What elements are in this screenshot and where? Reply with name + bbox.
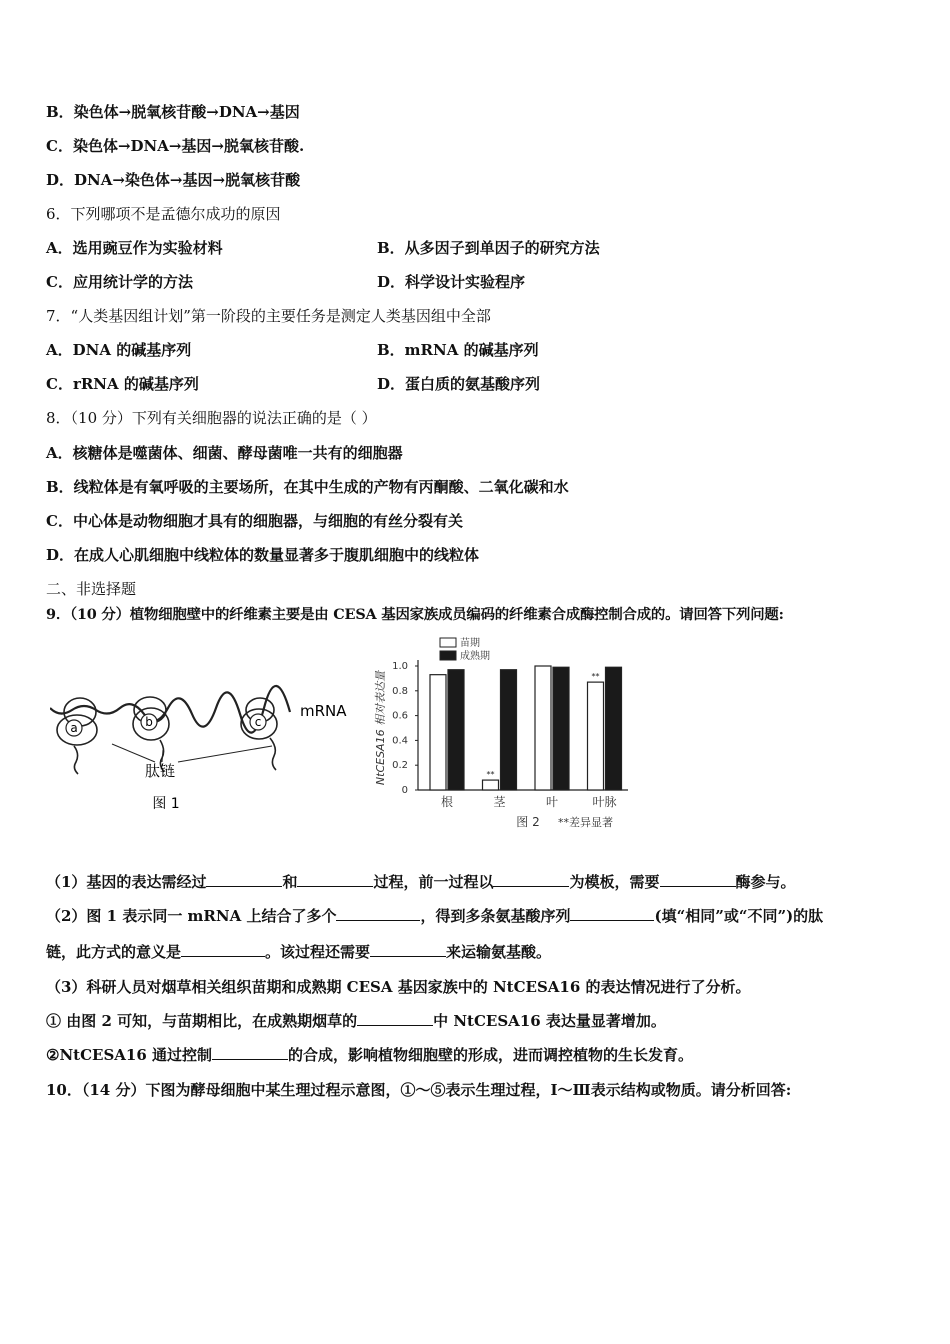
x-tick-label: 叶 (545, 795, 559, 809)
mrna-label: mRNA (300, 702, 347, 720)
q8-stem: 8．（10 分）下列有关细胞器的说法正确的是（ ） (46, 409, 377, 427)
answer-blank[interactable] (206, 872, 282, 887)
q9-part3-1 (46, 1011, 666, 1031)
q6-stem: 6．下列哪项不是孟德尔成功的原因 (46, 205, 281, 223)
y-tick-label: 0 (401, 785, 408, 796)
q6-option-a: A．选用豌豆作为实验材料 (46, 239, 223, 257)
q9-part2b (46, 942, 551, 962)
figure-1-caption: 图 1 (152, 796, 180, 812)
y-tick-label: 0.6 (392, 710, 408, 722)
q9-part2b-text-1: 链，此方式的意义是 (46, 943, 182, 961)
q9-stem (46, 605, 784, 625)
q7-option-c: C．rRNA 的碱基序列 (46, 375, 199, 393)
q9-part2b-text-2: 。该过程还需要 (265, 943, 371, 961)
q5-option-d: D．DNA→染色体→基因→脱氧核苷酸 (46, 171, 301, 189)
x-tick-label: 茎 (493, 795, 506, 809)
answer-blank[interactable] (660, 872, 736, 887)
q7-option-d: D．蛋白质的氨基酸序列 (377, 375, 541, 393)
q9-part1-text-3: 过程，前一过程以 (373, 873, 494, 891)
q9-part1-text-5: 酶参与。 (735, 873, 796, 891)
bar-苗期-根 (430, 675, 446, 790)
q6-option-b: B．从多因子到单因子的研究方法 (377, 239, 600, 257)
q6-option-d: D．科学设计实验程序 (377, 273, 526, 291)
answer-blank[interactable] (570, 906, 654, 921)
x-tick-label: 根 (440, 795, 454, 809)
q5-option-b: B．染色体→脱氧核苷酸→DNA→基因 (46, 103, 300, 121)
bar-成熟期-茎 (501, 670, 517, 790)
pointer-c (178, 746, 272, 762)
q9-part3-2-text-2: 的合成，影响植物细胞壁的形成，进而调控植物的生长发育。 (288, 1046, 694, 1064)
q9-part3-2 (46, 1045, 693, 1065)
figure-1 (50, 650, 370, 830)
ribosome-c-label: c (254, 715, 262, 729)
answer-blank[interactable] (370, 942, 446, 957)
bar-苗期-叶脉 (588, 682, 604, 790)
q9-part2a-text-1: （2）图 1 表示同一 mRNA 上结合了多个 (46, 907, 337, 925)
answer-blank[interactable] (357, 1011, 433, 1026)
answer-blank[interactable] (493, 872, 569, 887)
bar-成熟期-根 (448, 670, 464, 790)
q9-stem-text: 9．（10 分）植物细胞壁中的纤维素主要是由 CESA 基因家族成员编码的纤维素合成酶控制合成的。请回答下列问题: (46, 606, 784, 623)
q8-option-c: C．中心体是动物细胞才具有的细胞器，与细胞的有丝分裂有关 (46, 512, 463, 530)
answer-blank[interactable] (336, 906, 420, 921)
q9-part3-2-text-1: ②NtCESA16 通过控制 (46, 1046, 213, 1064)
legend-label: 苗期 (460, 638, 480, 649)
bar-苗期-叶 (535, 666, 551, 790)
q9-part3-1-text-1: ① 由图 2 可知，与苗期相比，在成熟期烟草的 (46, 1012, 358, 1030)
legend-swatch (440, 651, 456, 660)
peptide-chain-c (270, 738, 276, 770)
q9-part3-1-text-2: 中 NtCESA16 表达量显著增加。 (433, 1012, 666, 1030)
q10-stem: 10．（14 分）下图为酵母细胞中某生理过程示意图，①～⑤表示生理过程，Ⅰ～Ⅲ表示结构或物质。请分析回答: (46, 1081, 792, 1099)
q9-part3: （3）科研人员对烟草相关组织苗期和成熟期 CESA 基因家族中的 NtCESA16 的表达情况进行了分析。 (46, 978, 751, 996)
figure-2-chart (370, 632, 640, 832)
q5-option-c: C．染色体→DNA→基因→脱氧核苷酸. (46, 137, 305, 155)
pointer-a (112, 744, 155, 762)
q9-part1-text-4: 为模板，需要 (569, 873, 660, 891)
ribosome-a-label: a (70, 721, 78, 735)
peptide-chain-a (74, 746, 78, 774)
q9-part2a (46, 906, 823, 926)
q7-option-b: B．mRNA 的碱基序列 (377, 341, 539, 359)
q9-part2a-text-3: (填“相同”或“不同”)的肽 (654, 907, 824, 925)
q9-part1-text-1: （1）基因的表达需经过 (46, 873, 207, 891)
y-tick-label: 1.0 (392, 661, 408, 672)
ribosome-b-label: b (145, 715, 153, 729)
section-heading: 二、非选择题 (46, 580, 137, 598)
answer-blank[interactable] (297, 872, 373, 887)
q9-part2b-text-3: 来运输氨基酸。 (446, 943, 552, 961)
q6-option-c: C．应用统计学的方法 (46, 273, 193, 291)
q8-option-b: B．线粒体是有氧呼吸的主要场所，在其中生成的产物有丙酮酸、二氧化碳和水 (46, 478, 569, 496)
chart-bars (430, 666, 622, 790)
q8-option-d: D．在成人心肌细胞中线粒体的数量显著多于腹肌细胞中的线粒体 (46, 546, 480, 564)
q9-part1-text-2: 和 (282, 873, 298, 891)
significance-note: **差异显著 (558, 816, 613, 829)
peptide-label: 肽链 (144, 762, 176, 780)
legend-label: 成熟期 (460, 651, 490, 662)
q7-option-a: A．DNA 的碱基序列 (46, 341, 192, 359)
y-tick-label: 0.8 (392, 685, 408, 697)
figure-2-caption: 图 2 (516, 815, 540, 829)
bar-成熟期-叶 (553, 667, 569, 790)
bar-成熟期-叶脉 (606, 667, 622, 790)
q9-part2a-text-2: ，得到多条氨基酸序列 (420, 907, 571, 925)
y-axis-label: NtCESA16 相对表达量 (374, 670, 387, 786)
y-tick-label: 0.4 (392, 735, 408, 747)
y-tick-label: 0.2 (392, 760, 408, 772)
answer-blank[interactable] (212, 1045, 288, 1060)
bar-苗期-茎 (483, 780, 499, 790)
pointer-b (162, 750, 163, 762)
chart-labels (374, 636, 617, 829)
answer-blank[interactable] (181, 942, 265, 957)
significance-mark: ** (591, 672, 600, 682)
q7-stem: 7．“人类基因组计划”第一阶段的主要任务是测定人类基因组中全部 (46, 307, 491, 325)
x-tick-label: 叶脉 (592, 795, 617, 809)
significance-mark: ** (486, 770, 495, 780)
q9-part1 (46, 872, 796, 892)
q8-option-a: A．核糖体是噬菌体、细菌、酵母菌唯一共有的细胞器 (46, 444, 403, 462)
legend-swatch (440, 638, 456, 647)
